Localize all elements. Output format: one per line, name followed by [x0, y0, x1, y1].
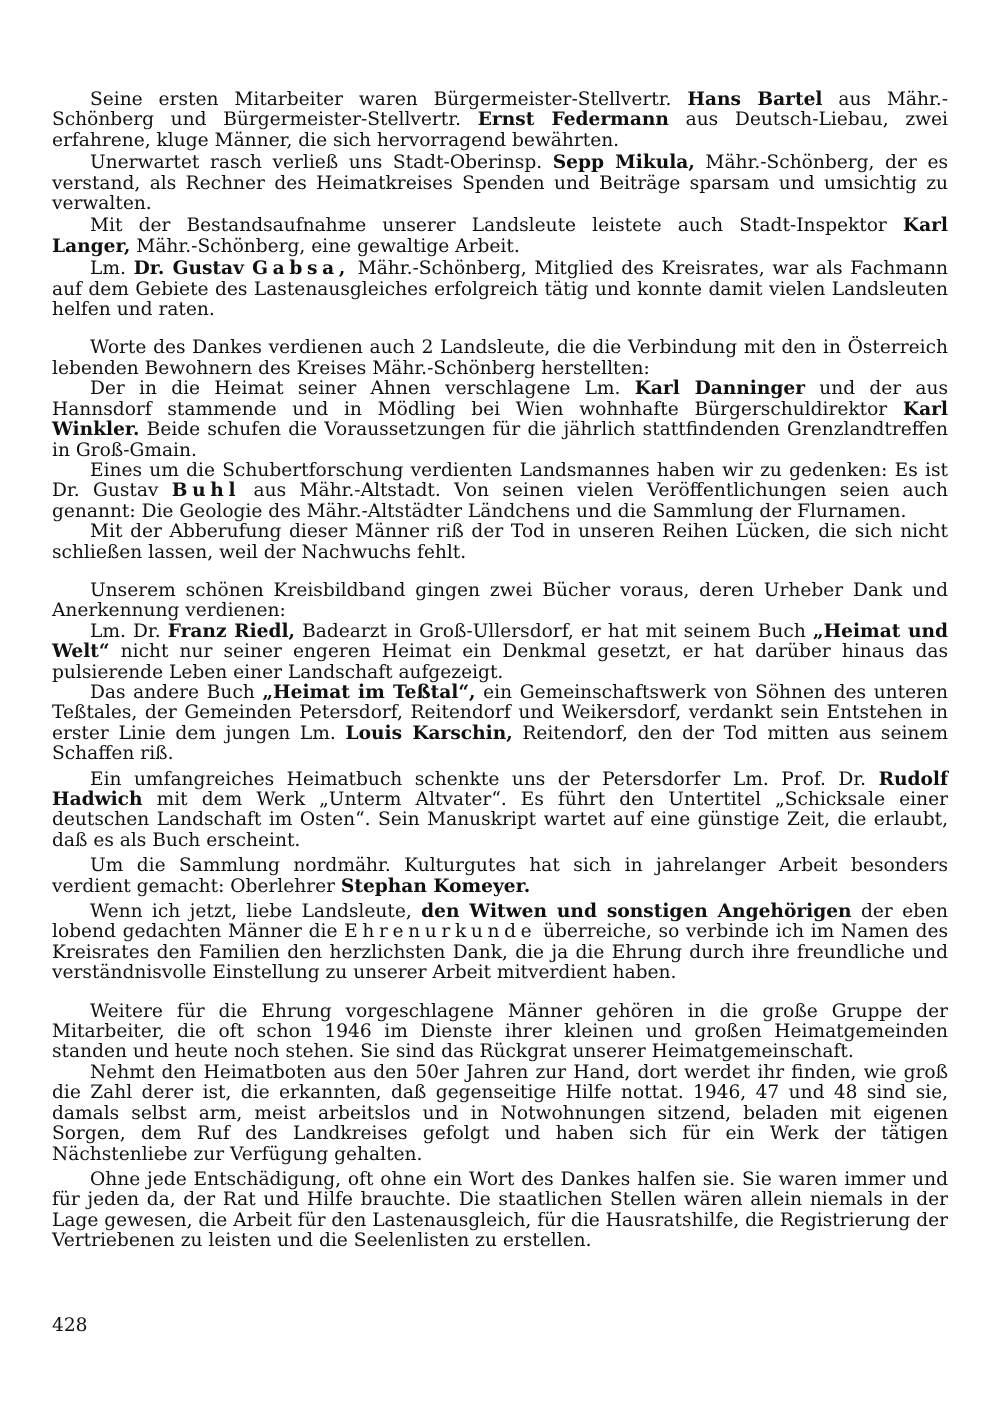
text-run: Lm. Dr.: [90, 620, 168, 642]
text-run: Mähr.-Schönberg, der es verstand, als Rechner des Heimatkreises Spenden und Beiträge sparsam und umsichtig zu verwalten.: [52, 152, 948, 215]
text-run: Reitendorf, den der Tod mitten aus seinem Schaffen riß.: [52, 722, 949, 765]
bold-name: Buhl: [171, 480, 241, 502]
paragraph: [52, 379, 948, 461]
bold-name: Gabsa,: [252, 258, 350, 280]
text-run: Beide schufen die Voraussetzungen für die jährlich stattfindenden Grenzlandtreffen in Groß-Gmain.: [52, 419, 948, 461]
paragraph: [52, 581, 948, 622]
text-run: Der in die Heimat seiner Ahnen verschlagene Lm.: [90, 378, 635, 400]
text-run: Unserem schönen Kreisbildband gingen zwei Bücher voraus, deren Urheber Dank und Anerkennung verdienen:: [52, 579, 948, 622]
text-run: aus Mähr.-Schönberg und Bürgermeister-Stellvertr.: [52, 89, 948, 131]
text-run: Ohne jede Entschädigung, oft ohne ein Wort des Dankes halfen sie. Sie waren immer und für jeden da, der Rat und Hilfe brauchte. Die staatlichen Stellen wären allein niemals in der Lage gewesen, die Arbeit für den Lastenausgleich, für die Hausratshilfe, die Registrierung der Vertriebenen zu leisten und die Seelenlisten zu erstellen.: [52, 1168, 948, 1252]
text-run: Mit der Abberufung dieser Männer riß der Tod in unseren Reihen Lücken, die sich nicht schließen lassen, weil der Nachwuchs fehlt.: [52, 521, 948, 563]
bold-name: Stephan Komeyer.: [340, 875, 531, 897]
paragraph: [52, 622, 948, 683]
paragraph: [52, 1170, 948, 1252]
text-run: Ehrenurkunde: [344, 921, 537, 943]
paragraph: [52, 902, 948, 984]
paragraph: [52, 856, 948, 897]
bold-name: Karl Winkler.: [52, 398, 948, 441]
paragraph: [52, 259, 948, 320]
paragraph: [52, 461, 948, 522]
bold-name: den Witwen und sonstigen Angehörigen: [421, 901, 852, 923]
text-run: Ein umfangreiches Heimatbuch schenkte uns der Petersdorfer Lm. Prof. Dr.: [90, 768, 879, 790]
paragraph: [52, 1002, 948, 1063]
bold-name: Sepp Mikula,: [552, 152, 695, 174]
text-run: aus Mähr.-Altstadt. Von seinen vielen Veröffentlichungen seien auch genannt: Die Geologie des Mähr.-Altstädter Ländchens und die Sammlung der Flurnamen.: [52, 480, 948, 522]
text-run: nicht nur seiner engeren Heimat ein Denkmal gesetzt, er hat darüber hinaus das pulsierende Leben einer Landschaft aufgezeigt.: [52, 641, 948, 683]
text-run: Das andere Buch: [90, 681, 263, 703]
text-run: Mähr.-Schönberg, Mitglied des Kreisrates, war als Fachmann auf dem Gebiete des Lastenausgleiches erfolgreich tätig und konnte damit vielen Landsleuten helfen und raten.: [52, 258, 948, 321]
text-run: Seine ersten Mitarbeiter waren Bürgermeister-Stellvertr.: [90, 89, 688, 110]
paragraph: [52, 90, 948, 151]
text-run: ein Gemeinschaftswerk von Söhnen des unteren Teßtales, der Gemeinden Petersdorf, Reitendorf und Weikersdorf, verdankt sein Entstehen in erster Linie dem jungen Lm.: [52, 681, 948, 744]
bold-name: Dr. Gustav: [133, 258, 253, 280]
bold-name: Karl Langer,: [52, 215, 948, 257]
text-run: und der aus Hannsdorf stammende und in Mödling bei Wien wohnhafte Bürgerschuldirektor: [52, 378, 948, 420]
text-run: Badearzt in Groß-Ullersdorf, er hat mit seinem Buch: [295, 620, 813, 642]
text-run: Worte des Dankes verdienen auch 2 Landsleute, die die Verbindung mit den in Österreich lebenden Bewohnern des Kreises Mähr.-Schönberg herstellten:: [52, 337, 948, 379]
text-run: Nehmt den Heimatboten aus den 50er Jahren zur Hand, dort werdet ihr finden, wie groß die Zahl derer ist, die erkannten, daß gegenseitige Hilfe nottat. 1946, 47 und 48 sind sie, damals selbst arm, meist arbeitslos und in Notwohnungen sitzend, beladen mit eigenen Sorgen, dem Ruf des Landkreises gefolgt und haben sich für ein Werk der tätigen Nächstenliebe zur Verfügung gehalten.: [52, 1061, 948, 1165]
paragraph: [52, 1063, 948, 1165]
text-run: der eben lobend gedachten Männer die: [52, 901, 948, 943]
bold-name: Hans Bartel: [687, 89, 823, 110]
text-run: aus Deutsch-Liebau, zwei erfahrene, kluge Männer, die sich hervorragend bewährten.: [52, 109, 949, 151]
paragraph: [52, 770, 948, 852]
text-run: Um die Sammlung nordmähr. Kulturgutes hat sich in jahrelanger Arbeit besonders verdient gemacht: Oberlehrer: [52, 855, 948, 897]
bold-name: „Heimat und Welt“: [52, 620, 949, 663]
paragraph: [52, 522, 948, 563]
text-run: Mit der Bestandsaufnahme unserer Landsleute leistete auch Stadt-Inspektor: [90, 215, 903, 237]
text-run: mit dem Werk „Unterm Altvater“. Es führt den Untertitel „Schicksale einer deutschen Landschaft im Osten“. Sein Manuskript wartet auf eine günstige Zeit, die erlaubt, daß es als Buch erscheint.: [52, 789, 948, 851]
body-text: [52, 90, 948, 1252]
text-run: Eines um die Schubertforschung verdienten Landsmannes haben wir zu gedenken: Es ist Dr. Gustav: [52, 459, 948, 502]
page-number: 428: [52, 1315, 88, 1336]
bold-name: Rudolf Hadwich: [52, 768, 948, 810]
bold-name: Louis Karschin,: [345, 722, 513, 744]
bold-name: Karl Danninger: [634, 378, 806, 400]
text-run: Unerwartet rasch verließ uns Stadt-Oberinsp.: [90, 152, 553, 174]
paragraph: [52, 216, 948, 257]
bold-name: „Heimat im Teßtal“,: [262, 681, 476, 703]
text-run: Lm.: [90, 258, 134, 280]
paragraph: [52, 153, 948, 214]
text-run: überreiche, so verbinde ich im Namen des Kreisrates den Familien den herzlichsten Dank, die ja die Ehrung durch ihre freundliche und verständnisvolle Einstellung zu unserer Arbeit mitverdient haben.: [52, 921, 948, 984]
text-run: Weitere für die Ehrung vorgeschlagene Männer gehören in die große Gruppe der Mitarbeiter, die oft schon 1946 im Dienste ihrer kleinen und großen Heimatgemeinden standen und heute noch stehen. Sie sind das Rückgrat unserer Heimatgemeinschaft.: [52, 1000, 948, 1063]
text-run: Mähr.-Schönberg, eine gewaltige Arbeit.: [130, 235, 520, 257]
paragraph: [52, 338, 948, 379]
paragraph: [52, 683, 948, 765]
text-run: Wenn ich jetzt, liebe Landsleute,: [90, 901, 422, 923]
bold-name: Ernst Federmann: [477, 109, 669, 131]
bold-name: Franz Riedl,: [167, 620, 296, 642]
